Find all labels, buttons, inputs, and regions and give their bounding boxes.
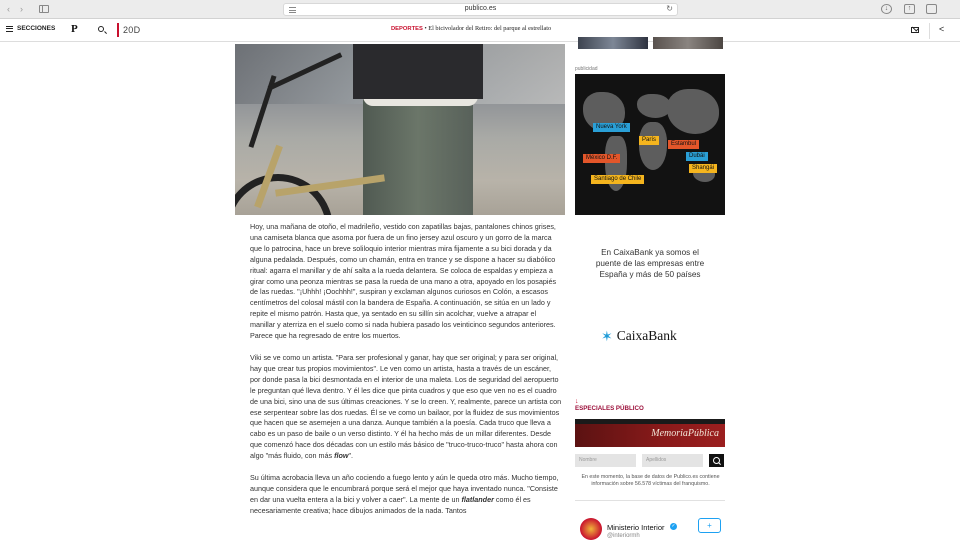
article-hero-image (235, 44, 565, 215)
article-paragraph: Hoy, una mañana de otoño, el madrileño, vestido con zapatillas bajas, pantalones chinos grises, una camiseta blanca que asoma por fuera de un fino jersey azul oscuro y un gorro de la marca que lo patrocina, hace un breve soliloquio interior mientras mira fijamente a su bici dorada y da alguna pedalada. Después, como un chamán, entra en trance y se dispone a hacer su diabólico ritual: agarra el manillar y de ahí salta a la rueda delantera. Se coloca de espaldas y empieza a girar como una peonza mientras se pasa la rueda de una mano a otra, apoyado en los posapiés de las ruedas. "¡Uhhh! ¡Oochhh!", suspiran y exclaman algunos curiosos en Colón, a escasos centímetros del colosal mástil con la bandera de España. A continuación, se sitúa en un lado y repite el mismo patrón. Hasta que, ya sentado en su sillín sin acolchar, vuelve a atrapar el manillar y aterriza en el suelo como si nada hubiera pasado los veinticinco segundos anteriores. Parece que ha regresado de entre los muertos. (250, 222, 557, 341)
address-bar[interactable] (283, 3, 678, 16)
related-thumbnail[interactable] (578, 37, 648, 49)
brand-20d[interactable]: 20D (123, 25, 141, 35)
url-text: publico.es (464, 5, 497, 12)
share-icon[interactable]: < (939, 24, 945, 34)
ticker-headline: El bicivolador del Retiro: del parque al estrellato (428, 25, 552, 32)
reload-icon[interactable]: ↻ (666, 4, 673, 13)
twitter-handle: @interiormh (607, 533, 640, 539)
article-paragraph: Viki se ve como un artista. "Para ser profesional y ganar, hay que ser original; y para ser original, hay que crear tus propios movimientos". Le ven como un artista, hasta a través de un escáner, por donde pasa la bici desmontada en el interior de una maleta. Los de seguridad del aeropuerto le preguntan qué lleva dentro. Y él les dice que pinta cuadros y que eso que ven no es el cuadro de una bici, sino una de sus últimas creaciones. Y se lo creen. Y, realmente, parece un artista con ese serpentear sobre las dos ruedas. Él se ve como un bailaor, por la fluidez de sus movimientos que hacen que se asemejen a una danza. Aunque también a la poesía. Cada truco que lleva a cabo es un paso de baile o un verso distinto. Y él ha hecho más de un millar diferentes. Desde que comenzó hace dos décadas con un estilo más básico de "truco-truco-truco" hasta ahora con algo "más fluido, con más flow". (250, 352, 562, 461)
map-city-label: México D.F. (583, 154, 620, 163)
article-body (250, 222, 562, 528)
publico-logo[interactable]: P (71, 23, 78, 35)
follow-button[interactable]: + (698, 518, 721, 533)
map-city-label: Santiago de Chile (591, 175, 644, 184)
sections-label: SECCIONES (17, 25, 56, 32)
related-thumbnail[interactable] (653, 37, 723, 49)
memoria-info-text: En este momento, la base de datos de Publico.es contiene información sobre 56.578 víctimas del franquismo. (581, 474, 720, 487)
emphasis-flow: flow (334, 451, 349, 461)
avatar[interactable] (580, 518, 602, 540)
twitter-name[interactable]: Ministerio Interior (607, 523, 665, 532)
mail-icon[interactable] (911, 27, 919, 33)
headline-ticker[interactable] (391, 25, 551, 32)
memoria-publica-banner[interactable] (575, 419, 725, 447)
map-city-label: Nueva York (593, 123, 630, 132)
arrow-down-icon: ↓ (575, 398, 579, 405)
caixabank-star-icon: ✶ (601, 328, 613, 344)
caixabank-name: CaixaBank (616, 328, 677, 343)
map-city-label: Estambul (668, 140, 699, 149)
especiales-title: ESPECIALES PÚBLICO (575, 405, 644, 412)
downloads-icon[interactable]: ↓ (881, 4, 892, 14)
hamburger-icon (6, 26, 13, 32)
brand-divider (117, 23, 119, 37)
sidebar-toggle-icon[interactable] (39, 5, 49, 13)
apellidos-input[interactable]: Apellidos (642, 454, 703, 467)
twitter-profile-card[interactable] (575, 511, 725, 541)
verified-icon: ✓ (671, 523, 676, 529)
caixabank-tagline[interactable]: En CaixaBank ya somos el puente de las empresas entre España y más de 50 países (595, 248, 705, 279)
ticker-bullet: • (424, 25, 427, 32)
search-icon[interactable] (98, 26, 104, 32)
memoria-title: MemoriaPública (651, 428, 719, 439)
map-city-label: Shangái (689, 164, 717, 173)
ad-label: publicidad (575, 66, 598, 72)
related-thumbnails (575, 37, 725, 49)
ticker-section: DEPORTES (391, 26, 423, 32)
tabs-overview-icon[interactable] (926, 4, 937, 14)
site-header (0, 20, 960, 42)
caixabank-ad-map[interactable] (575, 74, 725, 215)
back-button[interactable]: ‹ (7, 4, 10, 14)
memoria-search-button[interactable] (709, 454, 724, 467)
map-city-label: Dubái (686, 152, 708, 161)
caixabank-logo[interactable] (601, 328, 677, 344)
map-city-label: París (639, 136, 659, 145)
browser-toolbar (0, 0, 960, 19)
emphasis-flatlander: flatlander (461, 494, 494, 504)
share-icon[interactable]: ↑ (904, 4, 915, 14)
header-divider (929, 23, 930, 39)
article-paragraph: Su última acrobacia lleva un año cociendo a fuego lento y aún le queda otro más. Mucho tiempo, aunque considera que le encumbrará porque será el mejor que haya inventado nunca. "Consiste en dar una vuelta entera a la bici y volver a caer". La mente de un flatlander como él es necesariamente creativa; hace dibujos animados de la nada. Tantos (250, 473, 559, 515)
sections-menu-button[interactable] (6, 25, 55, 32)
forward-button[interactable]: › (20, 4, 23, 14)
nombre-input[interactable]: Nombre (575, 454, 636, 467)
sidebar-divider (575, 500, 725, 501)
